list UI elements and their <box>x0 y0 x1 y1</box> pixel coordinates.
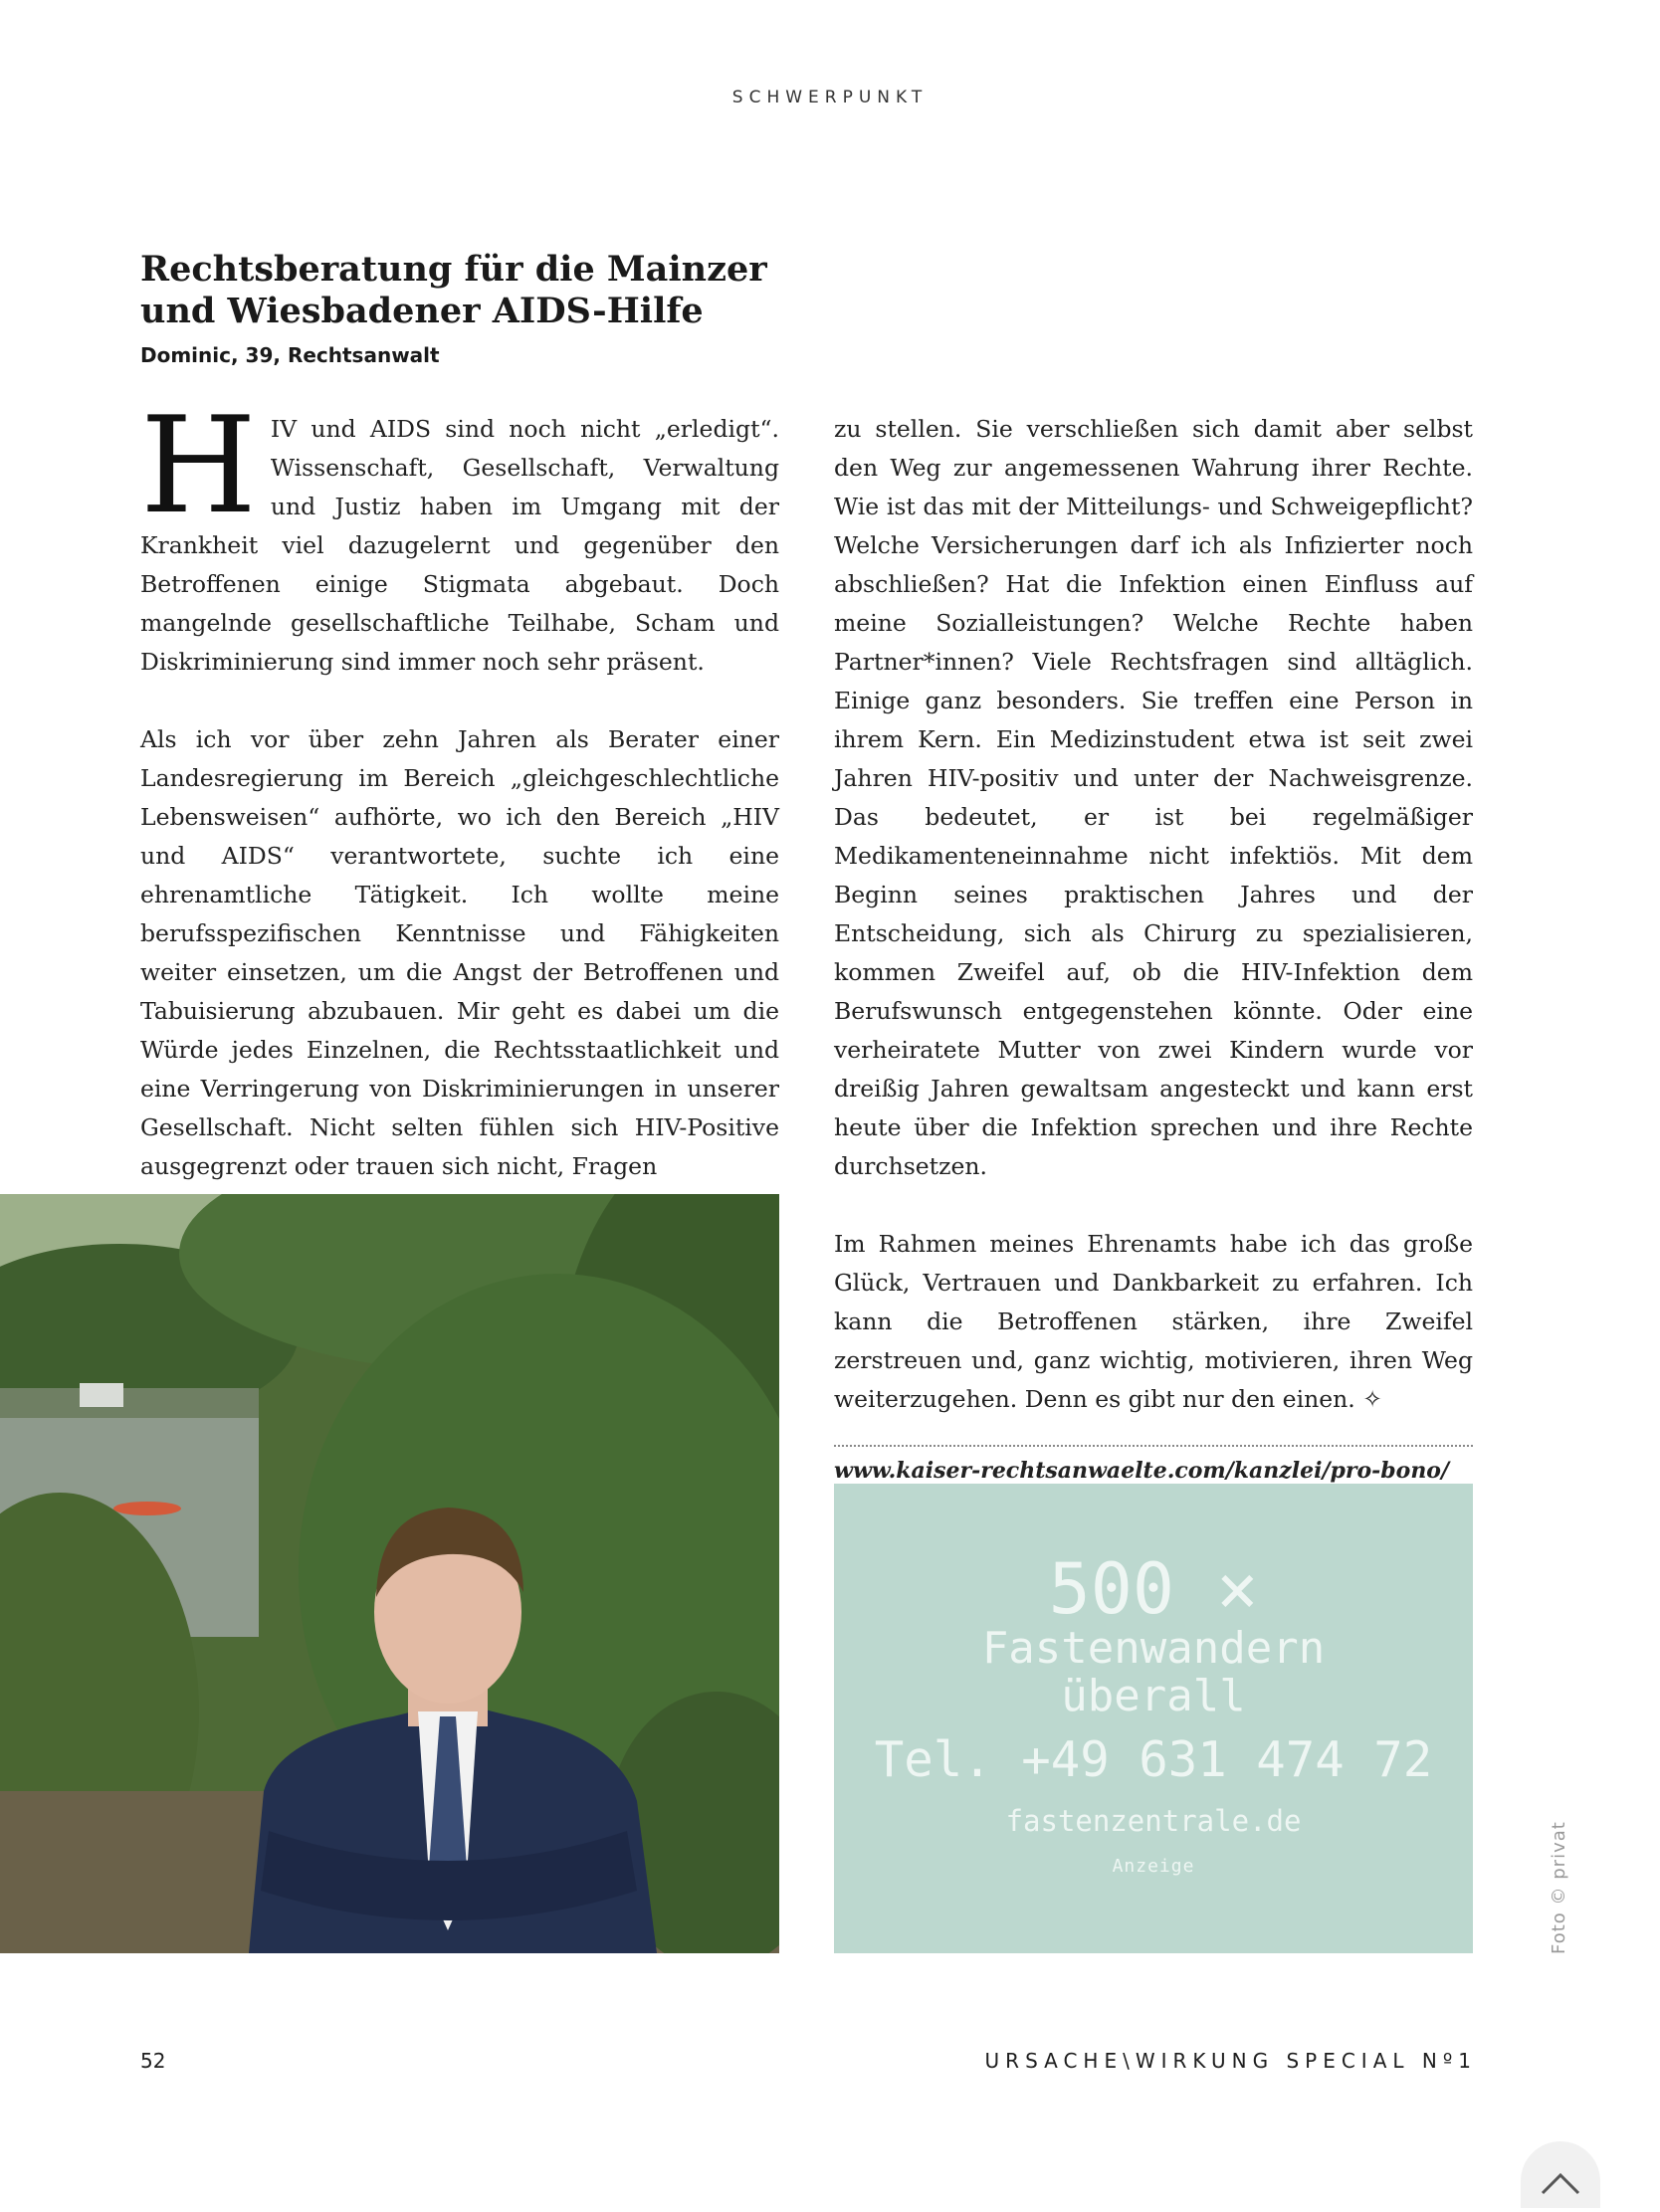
ad-headline: 500 × <box>1048 1548 1259 1630</box>
chevron-up-icon <box>1521 2141 1600 2208</box>
photo-credit: Foto © privat <box>1549 1821 1569 1954</box>
portrait-photo <box>0 1194 779 1953</box>
advertisement[interactable] <box>834 1484 1473 1953</box>
ad-subline <box>834 1625 1473 1720</box>
byline: Dominic, 39, Rechtsanwalt <box>140 343 440 367</box>
magazine-title: URSACHE\WIRKUNG SPECIAL Nº1 <box>984 2049 1477 2073</box>
ad-website: fastenzentrale.de <box>1005 1804 1302 1838</box>
paragraph-text: IV und AIDS sind noch nicht „erledigt“. Wissenschaft, Gesellschaft, Verwaltung und Justiz haben im Umgang mit der Krankheit viel dazugelernt und gegenüber den Betroffenen einige Stigmata abgebaut. Doch mangelnde gesellschaftliche Teilhabe, Scham und Diskriminierung sind immer noch sehr präsent. <box>140 415 779 676</box>
article-column-right <box>834 410 1473 1529</box>
ad-subline-2: überall <box>1061 1671 1246 1721</box>
article-column-left <box>140 388 779 1225</box>
paragraph: zu stellen. Sie verschließen sich damit aber selbst den Weg zur angemessenen Wahrung ihrer Rechte. Wie ist das mit der Mitteilungs- und Schweigepflicht? Welche Versicherungen darf ich als Infizierter noch abschließen? Hat die Infektion einen Einfluss auf meine Sozialleistungen? Welche Rechte haben Partner*innen? Viele Rechtsfragen sind alltäglich. Einige ganz besonders. Sie treffen eine Person in ihrem Kern. Ein Medizinstudent etwa ist seit zwei Jahren HIV-positiv und unter der Nachweisgrenze. Das bedeutet, er ist bei regelmäßiger Medikamenteneinnahme nicht infektiös. Mit dem Beginn seines praktischen Jahres und der Entscheidung, sich als Chirurg zu spezialisieren, kommen Zweifel auf, ob die HIV-Infektion dem Berufswunsch entgegenstehen könnte. Oder eine verheiratete Mutter von zwei Kindern wurde vor dreißig Jahren gewaltsam angesteckt und kann erst heute über die Infektion sprechen und ihre Rechte durchsetzen. <box>834 415 1473 1180</box>
article-title <box>140 249 936 332</box>
ad-label: Anzeige <box>1112 1856 1195 1877</box>
scroll-to-top-button[interactable] <box>1521 2141 1600 2208</box>
paragraph <box>140 388 779 682</box>
title-line-1: Rechtsberatung für die Mainzer <box>140 249 767 290</box>
title-line-2: und Wiesbadener AIDS-Hilfe <box>140 291 704 331</box>
drop-cap: H <box>140 388 257 543</box>
ad-phone: Tel. +49 631 474 72 <box>874 1731 1433 1788</box>
paragraph: Im Rahmen meines Ehrenamts habe ich das große Glück, Vertrauen und Dankbarkeit zu erfahren. Ich kann die Betroffenen stärken, ihre Zweifel zerstreuen und, ganz wichtig, motivieren, ihren Weg weiterzugehen. Denn es gibt nur den einen. ✧ <box>834 1230 1473 1413</box>
section-label: SCHWERPUNKT <box>731 88 929 107</box>
website-link[interactable]: www.kaiser-rechtsanwaelte.com/kanzlei/pro-bono/ <box>834 1458 1450 1484</box>
ad-subline-1: Fastenwandern <box>981 1623 1326 1674</box>
divider <box>834 1445 1473 1447</box>
paragraph: Als ich vor über zehn Jahren als Berater einer Landesregierung im Bereich „gleichgeschlechtliche Lebensweisen“ aufhörte, wo ich den Bereich „HIV und AIDS“ verantwortete, suchte ich eine ehrenamtliche Tätigkeit. Ich wollte meine berufsspezifischen Kenntnisse und Fähigkeiten weiter einsetzen, um die Angst der Betroffenen und Tabuisierung abzubauen. Mir geht es dabei um die Würde jedes Einzelnen, die Rechtsstaatlichkeit und eine Verringerung von Diskriminierungen in unserer Gesellschaft. Nicht selten fühlen sich HIV-Positive ausgegrenzt oder trauen sich nicht, Fragen <box>140 725 779 1180</box>
page-number: 52 <box>140 2049 166 2073</box>
